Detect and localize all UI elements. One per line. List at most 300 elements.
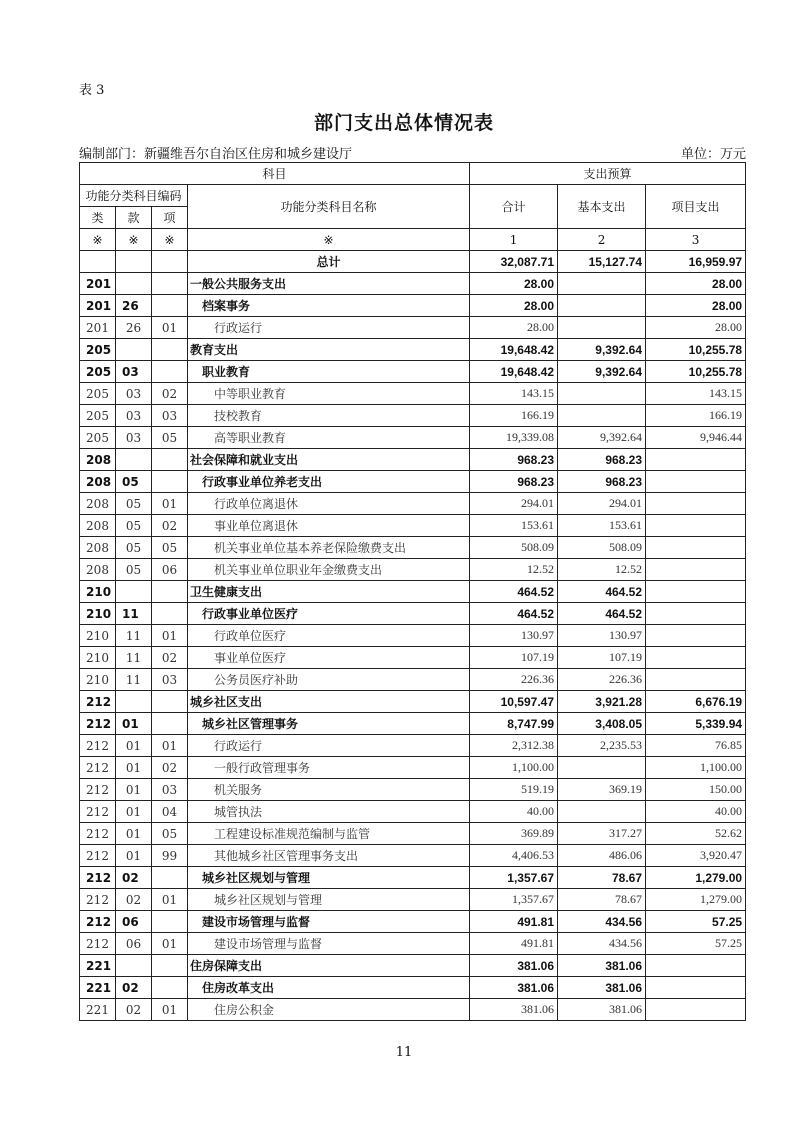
kuan-cell: 01 (116, 735, 152, 757)
subject-name-cell: 卫生健康支出 (188, 581, 470, 603)
table-row (80, 427, 746, 449)
basic-amount-cell: 968.23 (558, 471, 646, 493)
table-row (80, 779, 746, 801)
project-amount-cell: 6,676.19 (646, 691, 746, 713)
project-amount-cell (646, 955, 746, 977)
xiang-cell: 05 (152, 823, 188, 845)
total-amount-cell: 508.09 (470, 537, 558, 559)
total-label: 总计 (188, 251, 470, 273)
kuan-cell: 01 (116, 801, 152, 823)
kuan-cell: 05 (116, 537, 152, 559)
subject-name-cell: 工程建设标准规范编制与监管 (188, 823, 470, 845)
lei-cell: 212 (80, 823, 116, 845)
subject-name-cell: 高等职业教育 (188, 427, 470, 449)
header-row-4 (80, 229, 746, 251)
mark-cell: ※ (80, 229, 116, 251)
project-amount-cell: 3,920.47 (646, 845, 746, 867)
project-amount-cell: 57.25 (646, 911, 746, 933)
project-amount-cell: 9,946.44 (646, 427, 746, 449)
kuan-cell: 06 (116, 911, 152, 933)
basic-amount-cell: 9,392.64 (558, 339, 646, 361)
project-amount-cell: 52.62 (646, 823, 746, 845)
total-basic: 15,127.74 (558, 251, 646, 273)
basic-amount-cell: 3,921.28 (558, 691, 646, 713)
basic-amount-cell: 381.06 (558, 977, 646, 999)
column-index: 3 (646, 229, 746, 251)
kuan-cell: 11 (116, 603, 152, 625)
subject-name-cell: 档案事务 (188, 295, 470, 317)
name-header: 功能分类科目名称 (188, 185, 470, 229)
lei-cell: 212 (80, 889, 116, 911)
total-amount-cell: 143.15 (470, 383, 558, 405)
project-header: 项目支出 (646, 185, 746, 229)
kuan-cell: 03 (116, 383, 152, 405)
xiang-cell (152, 691, 188, 713)
xiang-cell: 01 (152, 735, 188, 757)
project-amount-cell: 1,279.00 (646, 867, 746, 889)
project-amount-cell (646, 999, 746, 1021)
total-amount-cell: 464.52 (470, 603, 558, 625)
table-row (80, 559, 746, 581)
kuan-cell: 02 (116, 999, 152, 1021)
total-amount-cell: 369.89 (470, 823, 558, 845)
subject-name-cell: 住房改革支出 (188, 977, 470, 999)
basic-amount-cell: 3,408.05 (558, 713, 646, 735)
table-row (80, 625, 746, 647)
lei-cell: 212 (80, 867, 116, 889)
kuan-cell (116, 955, 152, 977)
subject-name-cell: 行政单位离退休 (188, 493, 470, 515)
kuan-cell: 02 (116, 977, 152, 999)
xiang-cell: 03 (152, 405, 188, 427)
total-amount-cell: 40.00 (470, 801, 558, 823)
subject-name-cell: 行政事业单位养老支出 (188, 471, 470, 493)
basic-amount-cell: 369.19 (558, 779, 646, 801)
kuan-cell: 01 (116, 713, 152, 735)
lei-cell: 201 (80, 317, 116, 339)
basic-amount-cell: 381.06 (558, 999, 646, 1021)
table-row (80, 955, 746, 977)
table-row (80, 493, 746, 515)
basic-amount-cell: 78.67 (558, 867, 646, 889)
basic-amount-cell: 2,235.53 (558, 735, 646, 757)
subject-name-cell: 行政运行 (188, 735, 470, 757)
xiang-cell: 01 (152, 625, 188, 647)
project-amount-cell (646, 647, 746, 669)
project-amount-cell: 10,255.78 (646, 361, 746, 383)
lei-cell: 212 (80, 779, 116, 801)
subject-name-cell: 住房公积金 (188, 999, 470, 1021)
total-amount-cell: 166.19 (470, 405, 558, 427)
project-amount-cell (646, 559, 746, 581)
kuan-cell (116, 273, 152, 295)
table-row (80, 933, 746, 955)
xiang-cell (152, 867, 188, 889)
total-amount-cell: 153.61 (470, 515, 558, 537)
header-row-1 (80, 163, 746, 185)
total-amount-cell: 1,357.67 (470, 889, 558, 911)
subject-name-cell: 城乡社区规划与管理 (188, 889, 470, 911)
total-amount-cell: 28.00 (470, 317, 558, 339)
total-project: 16,959.97 (646, 251, 746, 273)
table-row (80, 515, 746, 537)
page-title: 部门支出总体情况表 (313, 112, 494, 134)
lei-cell: 205 (80, 361, 116, 383)
project-amount-cell (646, 603, 746, 625)
subject-name-cell: 一般行政管理事务 (188, 757, 470, 779)
total-amount-cell: 1,100.00 (470, 757, 558, 779)
subject-name-cell: 公务员医疗补助 (188, 669, 470, 691)
xiang-cell: 02 (152, 515, 188, 537)
lei-cell: 212 (80, 933, 116, 955)
basic-amount-cell: 508.09 (558, 537, 646, 559)
table-row (80, 801, 746, 823)
lei-cell: 208 (80, 559, 116, 581)
lei-header: 类 (80, 207, 116, 229)
lei-cell: 210 (80, 603, 116, 625)
subject-name-cell: 建设市场管理与监督 (188, 911, 470, 933)
xiang-cell (152, 713, 188, 735)
total-amount-cell: 107.19 (470, 647, 558, 669)
basic-amount-cell: 226.36 (558, 669, 646, 691)
basic-amount-cell (558, 317, 646, 339)
project-amount-cell (646, 625, 746, 647)
basic-amount-cell: 9,392.64 (558, 427, 646, 449)
table-row (80, 295, 746, 317)
subject-name-cell: 行政运行 (188, 317, 470, 339)
xiang-cell: 03 (152, 779, 188, 801)
table-row (80, 999, 746, 1021)
kuan-cell: 05 (116, 559, 152, 581)
table-row (80, 823, 746, 845)
table-row (80, 361, 746, 383)
empty-cell (80, 251, 116, 273)
xiang-cell (152, 273, 188, 295)
lei-cell: 212 (80, 801, 116, 823)
basic-amount-cell: 434.56 (558, 933, 646, 955)
subject-name-cell: 中等职业教育 (188, 383, 470, 405)
table-row (80, 449, 746, 471)
xiang-cell: 01 (152, 999, 188, 1021)
total-row (80, 251, 746, 273)
empty-cell (152, 251, 188, 273)
basic-amount-cell: 434.56 (558, 911, 646, 933)
project-amount-cell: 1,100.00 (646, 757, 746, 779)
table-row (80, 911, 746, 933)
kuan-cell: 01 (116, 845, 152, 867)
kuan-cell: 02 (116, 889, 152, 911)
total-amount-cell: 226.36 (470, 669, 558, 691)
subject-name-cell: 教育支出 (188, 339, 470, 361)
basic-amount-cell: 486.06 (558, 845, 646, 867)
total-amount-cell: 491.81 (470, 911, 558, 933)
project-amount-cell: 166.19 (646, 405, 746, 427)
kuan-cell (116, 691, 152, 713)
kuan-cell (116, 449, 152, 471)
project-amount-cell (646, 449, 746, 471)
total-amount-cell: 381.06 (470, 999, 558, 1021)
xiang-cell: 02 (152, 757, 188, 779)
project-amount-cell: 28.00 (646, 273, 746, 295)
total-amount-cell: 2,312.38 (470, 735, 558, 757)
lei-cell: 221 (80, 977, 116, 999)
project-amount-cell: 28.00 (646, 295, 746, 317)
kuan-cell (116, 581, 152, 603)
basic-amount-cell (558, 405, 646, 427)
code-group-header: 功能分类科目编码 (80, 185, 188, 207)
xiang-cell: 02 (152, 383, 188, 405)
subject-name-cell: 行政事业单位医疗 (188, 603, 470, 625)
basic-amount-cell: 12.52 (558, 559, 646, 581)
project-amount-cell (646, 537, 746, 559)
project-amount-cell (646, 669, 746, 691)
lei-cell: 212 (80, 845, 116, 867)
table-row (80, 581, 746, 603)
lei-cell: 221 (80, 955, 116, 977)
kuan-cell: 03 (116, 427, 152, 449)
subject-name-cell: 职业教育 (188, 361, 470, 383)
basic-header: 基本支出 (558, 185, 646, 229)
lei-cell: 205 (80, 383, 116, 405)
subject-name-cell: 其他城乡社区管理事务支出 (188, 845, 470, 867)
total-amount-cell: 464.52 (470, 581, 558, 603)
unit-label: 单位：万元 (680, 147, 746, 162)
total-amount-cell: 19,648.42 (470, 361, 558, 383)
total-amount-cell: 519.19 (470, 779, 558, 801)
lei-cell: 210 (80, 625, 116, 647)
project-amount-cell: 57.25 (646, 933, 746, 955)
basic-amount-cell: 464.52 (558, 581, 646, 603)
lei-cell: 208 (80, 449, 116, 471)
basic-amount-cell: 107.19 (558, 647, 646, 669)
lei-cell: 208 (80, 493, 116, 515)
kuan-cell: 05 (116, 471, 152, 493)
table-row (80, 691, 746, 713)
xiang-cell: 06 (152, 559, 188, 581)
table-row (80, 273, 746, 295)
kuan-cell: 01 (116, 779, 152, 801)
xiang-cell: 02 (152, 647, 188, 669)
table-row (80, 713, 746, 735)
table-row (80, 383, 746, 405)
xiang-cell (152, 911, 188, 933)
basic-amount-cell (558, 383, 646, 405)
basic-amount-cell: 317.27 (558, 823, 646, 845)
basic-amount-cell: 968.23 (558, 449, 646, 471)
kuan-cell: 05 (116, 515, 152, 537)
xiang-cell (152, 471, 188, 493)
lei-cell: 210 (80, 647, 116, 669)
kuan-cell (116, 339, 152, 361)
lei-cell: 212 (80, 691, 116, 713)
expenditure-table (79, 162, 746, 1021)
xiang-cell (152, 977, 188, 999)
basic-amount-cell (558, 801, 646, 823)
lei-cell: 201 (80, 273, 116, 295)
total-amount-cell: 381.06 (470, 977, 558, 999)
kuan-cell: 03 (116, 405, 152, 427)
lei-cell: 205 (80, 405, 116, 427)
xiang-cell (152, 295, 188, 317)
subject-name-cell: 事业单位离退休 (188, 515, 470, 537)
total-amount-cell: 130.97 (470, 625, 558, 647)
project-amount-cell: 1,279.00 (646, 889, 746, 911)
subject-name-cell: 技校教育 (188, 405, 470, 427)
lei-cell: 210 (80, 581, 116, 603)
basic-amount-cell: 78.67 (558, 889, 646, 911)
mark-cell: ※ (116, 229, 152, 251)
total-header: 合计 (470, 185, 558, 229)
subject-name-cell: 机关服务 (188, 779, 470, 801)
column-index: 2 (558, 229, 646, 251)
subject-name-cell: 行政单位医疗 (188, 625, 470, 647)
table-row (80, 845, 746, 867)
lei-cell: 212 (80, 713, 116, 735)
lei-cell: 205 (80, 427, 116, 449)
lei-cell: 208 (80, 537, 116, 559)
kuan-cell: 03 (116, 361, 152, 383)
xiang-cell: 04 (152, 801, 188, 823)
kuan-header: 款 (116, 207, 152, 229)
xiang-cell: 01 (152, 933, 188, 955)
table-row (80, 735, 746, 757)
total-amount-cell: 968.23 (470, 471, 558, 493)
subject-name-cell: 城乡社区管理事务 (188, 713, 470, 735)
table-row (80, 757, 746, 779)
page-number: 11 (395, 1045, 413, 1060)
project-amount-cell (646, 493, 746, 515)
mark-cell: ※ (188, 229, 470, 251)
total-amount-cell: 10,597.47 (470, 691, 558, 713)
xiang-cell (152, 581, 188, 603)
mark-cell: ※ (152, 229, 188, 251)
basic-amount-cell: 9,392.64 (558, 361, 646, 383)
xiang-cell (152, 361, 188, 383)
total-amount-cell: 8,747.99 (470, 713, 558, 735)
subject-name-cell: 机关事业单位职业年金缴费支出 (188, 559, 470, 581)
xiang-cell (152, 955, 188, 977)
kuan-cell: 02 (116, 867, 152, 889)
project-amount-cell: 76.85 (646, 735, 746, 757)
subject-name-cell: 事业单位医疗 (188, 647, 470, 669)
basic-amount-cell: 464.52 (558, 603, 646, 625)
table-row (80, 339, 746, 361)
kuan-cell: 11 (116, 669, 152, 691)
total-amount-cell: 1,357.67 (470, 867, 558, 889)
project-amount-cell: 5,339.94 (646, 713, 746, 735)
lei-cell: 208 (80, 471, 116, 493)
kuan-cell: 06 (116, 933, 152, 955)
table-row (80, 603, 746, 625)
xiang-cell (152, 449, 188, 471)
table-row (80, 647, 746, 669)
kuan-cell: 11 (116, 625, 152, 647)
subject-name-cell: 社会保障和就业支出 (188, 449, 470, 471)
total-amount-cell: 28.00 (470, 273, 558, 295)
subject-name-cell: 城管执法 (188, 801, 470, 823)
empty-cell (116, 251, 152, 273)
subject-name-cell: 一般公共服务支出 (188, 273, 470, 295)
subject-name-cell: 城乡社区规划与管理 (188, 867, 470, 889)
xiang-cell: 05 (152, 427, 188, 449)
project-amount-cell: 40.00 (646, 801, 746, 823)
project-amount-cell (646, 515, 746, 537)
total-amount-cell: 491.81 (470, 933, 558, 955)
subject-name-cell: 机关事业单位基本养老保险缴费支出 (188, 537, 470, 559)
total-amount-cell: 28.00 (470, 295, 558, 317)
subject-name-cell: 城乡社区支出 (188, 691, 470, 713)
lei-cell: 212 (80, 735, 116, 757)
header-row-2 (80, 185, 746, 207)
project-amount-cell: 10,255.78 (646, 339, 746, 361)
total-amount: 32,087.71 (470, 251, 558, 273)
xiang-cell: 05 (152, 537, 188, 559)
lei-cell: 210 (80, 669, 116, 691)
kuan-cell: 26 (116, 295, 152, 317)
column-index: 1 (470, 229, 558, 251)
kuan-cell: 05 (116, 493, 152, 515)
project-amount-cell: 150.00 (646, 779, 746, 801)
total-amount-cell: 19,339.08 (470, 427, 558, 449)
lei-cell: 201 (80, 295, 116, 317)
table-row (80, 317, 746, 339)
table-row (80, 977, 746, 999)
xiang-cell: 99 (152, 845, 188, 867)
xiang-cell: 01 (152, 317, 188, 339)
table-row (80, 669, 746, 691)
lei-cell: 205 (80, 339, 116, 361)
basic-amount-cell: 381.06 (558, 955, 646, 977)
xiang-cell (152, 603, 188, 625)
xiang-header: 项 (152, 207, 188, 229)
basic-amount-cell (558, 757, 646, 779)
basic-amount-cell (558, 273, 646, 295)
subject-header: 科目 (80, 163, 470, 185)
budget-header: 支出预算 (470, 163, 746, 185)
kuan-cell: 01 (116, 757, 152, 779)
basic-amount-cell: 130.97 (558, 625, 646, 647)
project-amount-cell: 143.15 (646, 383, 746, 405)
table-row (80, 537, 746, 559)
table-row (80, 405, 746, 427)
table-row (80, 867, 746, 889)
lei-cell: 212 (80, 911, 116, 933)
xiang-cell: 01 (152, 889, 188, 911)
table-row (80, 889, 746, 911)
basic-amount-cell (558, 295, 646, 317)
project-amount-cell (646, 977, 746, 999)
total-amount-cell: 12.52 (470, 559, 558, 581)
total-amount-cell: 381.06 (470, 955, 558, 977)
kuan-cell: 11 (116, 647, 152, 669)
subject-name-cell: 住房保障支出 (188, 955, 470, 977)
total-amount-cell: 294.01 (470, 493, 558, 515)
xiang-cell (152, 339, 188, 361)
kuan-cell: 26 (116, 317, 152, 339)
total-amount-cell: 968.23 (470, 449, 558, 471)
lei-cell: 208 (80, 515, 116, 537)
lei-cell: 221 (80, 999, 116, 1021)
subject-name-cell: 建设市场管理与监督 (188, 933, 470, 955)
table-label: 表 3 (79, 83, 105, 98)
total-amount-cell: 4,406.53 (470, 845, 558, 867)
basic-amount-cell: 153.61 (558, 515, 646, 537)
lei-cell: 212 (80, 757, 116, 779)
project-amount-cell: 28.00 (646, 317, 746, 339)
project-amount-cell (646, 471, 746, 493)
department-label: 编制部门：新疆维吾尔自治区住房和城乡建设厅 (79, 147, 353, 162)
kuan-cell: 01 (116, 823, 152, 845)
